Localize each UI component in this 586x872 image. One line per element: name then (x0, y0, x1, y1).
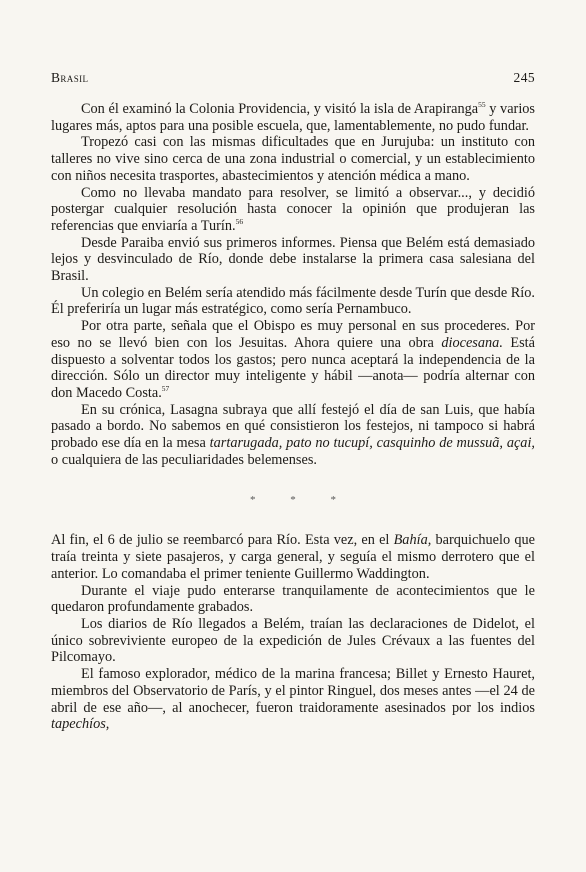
italic-term: Bahía, (393, 532, 432, 549)
paragraph: Tropezó casi con las mismas dificultades que en Jurujuba: un instituto con talleres no vive sino cerca de una zona industrial o comercial, y un establecimiento con niños necesita trasportes, abastecimientos y atención médica a mano. (51, 134, 535, 184)
paragraph: En su crónica, Lasagna subraya que allí festejó el día de san Luis, que había pasado a bordo. No sabemos en qué consistieron los festejos, ni tampoco si habrá probado ese día en la mesa tartarugada, pato no tucupí, casquinho de mussuã, açai, o cualquiera de las peculiaridades belemenses. (51, 401, 536, 468)
body-text (51, 101, 535, 733)
footnote-ref: 55 (478, 100, 486, 109)
page-number: 245 (513, 70, 535, 85)
paragraph: Por otra parte, señala que el Obispo es muy personal en sus procederes. Por eso no se llevó bien con los Jesuitas. Ahora quiere una obra diocesana. Está dispuesto a solventar todos los gastos; pero nunca aceptará la independencia de la dirección. Sólo un director muy inteligente y hábil —anota— podría alternar con don Macedo Costa.$^{57}$ (51, 318, 535, 401)
paragraph: Desde Paraiba envió sus primeros informes. Piensa que Belém está demasiado lejos y desvinculado de Río, donde debe instalarse la primera casa salesiana del Brasil. (51, 234, 535, 285)
italic-term: tapechíos, (51, 716, 110, 733)
italic-term: tartarugada, pato no tucupí, casquinho de mussuã, açai, (209, 435, 536, 452)
running-head (51, 70, 535, 88)
paragraph: Al fin, el 6 de julio se reembarcó para Río. Esta vez, en el Bahía, barquichuelo que traía treinta y siete pasajeros, y carga general, y seguía el mismo derrotero que el anterior. Lo comandaba el primer teniente Guillermo Waddington. (51, 532, 535, 582)
paragraph: Con él examinó la Colonia Providencia, y visitó la isla de Arapiranga$^{55}$ y varios lugares más, aptos para una posible escuela, que, lamentablemente, no pudo fundar. (51, 100, 535, 134)
paragraph: Durante el viaje pudo enterarse tranquilamente de acontecimientos que le quedaron profundamente grabados. (51, 582, 535, 616)
running-title: Brasil (51, 70, 89, 85)
footnote-ref: 56 (235, 216, 244, 226)
paragraph: Un colegio en Belém sería atendido más fácilmente desde Turín que desde Río. Él preferiría un lugar más estratégico, como sería Pernambuco. (51, 284, 535, 318)
italic-term: diocesana. (441, 334, 503, 351)
paragraph: El famoso explorador, médico de la marina francesa; Billet y Ernesto Hauret, miembros del Observatorio de París, y el pintor Ringuel, dos meses antes —el 24 de abril de ese año—, al anochecer, fueron traidoramente asesinados por los indios tapechíos, (51, 666, 535, 733)
section-separator: * * * (250, 494, 336, 507)
paragraph: Los diarios de Río llegados a Belém, traían las declaraciones de Didelot, el único sobreviviente europeo de la expedición de Jules Crévaux a las fuentes del Pilcomayo. (51, 615, 535, 666)
paragraph: Como no llevaba mandato para resolver, se limitó a observar..., y decidió postergar cualquier resolución hasta conocer la opinión que produjeran las referencias que enviaría a Turín.$^{56}$ (51, 184, 535, 234)
footnote-ref: 57 (161, 383, 170, 393)
